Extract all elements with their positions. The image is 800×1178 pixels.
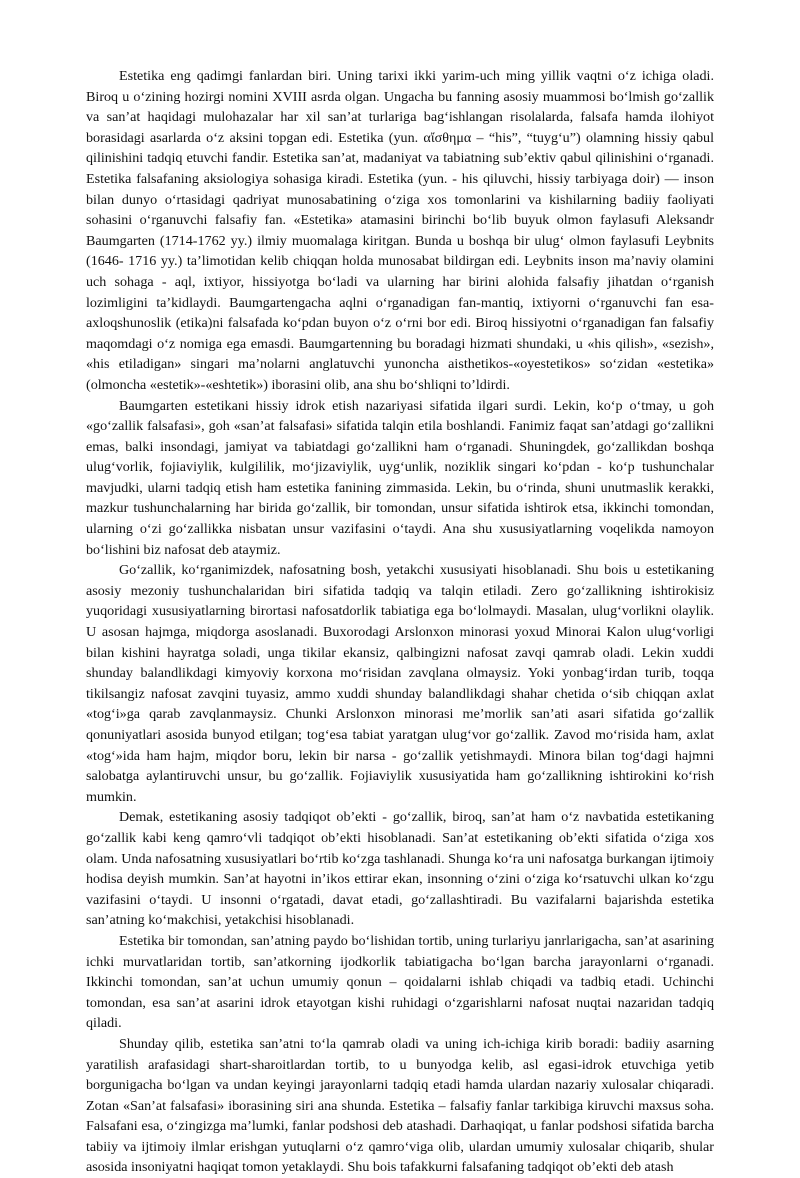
- paragraph-estetika-tasks: Estetika bir tomondan, san’atning paydo bo‘lishidan tortib, uning turlariyu janrlarigacha, san’at asarining ichki murvatlaridan tortib, san’atkorning ijodkorlik tabiatigacha bo‘lgan barcha jarayonlarni o‘rganadi. Ikkinchi tomondan, san’at uchun umumiy qonun – qoidalarni ishlab chiqadi va tadbiq etadi. Uchinchi tomondan, esa san’at asarini idrok etayotgan kishi ruhidagi o‘zgarishlarni nafosat nuqtai nazaridan tadqiq qiladi.: [86, 932, 714, 1032]
- paragraph-estetika-origins: Estetika eng qadimgi fanlardan biri. Uning tarixi ikki yarim-uch ming yillik vaqtni o‘z ichiga oladi. Biroq u o‘zining hozirgi nomini XVIII asrda olgan. Ungacha bu fanning asosiy muammosi bo‘lmish go‘zallik va san’at haqidagi mulohazalar har xil san’at turlariga bag‘ishlangan risolalarda, falsafa hamda ilohiyot borasidagi asarlarda o‘z aksini topgan edi. Estetika (yun. αἴσθημα – “his”, “tuyg‘u”) olamning hissiy qabul qilinishini tadqiq etuvchi fandir. Estetika san’at, madaniyat va tabiatning sub’ektiv qabul qilinishini o‘rganadi. Estetika falsafaning aksiologiya sohasiga kiradi. Estetika (yun. - his qiluvchi, hissiy tarbiyaga doir) — inson bilan dunyo o‘rtasidagi qadriyat munosabatining o‘ziga xos tomonlarini va kishilarning badiiy faoliyati sohasini o‘rganuvchi falsafiy fan. «Estetika» atamasini birinchi bo‘lib buyuk olmon faylasufi Aleksandr Baumgarten (1714-1762 yy.) ilmiy muomalaga kiritgan. Bunda u boshqa bir ulug‘ olmon faylasufi Leybnits (1646- 1716 yy.) ta’limotidan kelib chiqqan holda munosabat bildirgan edi. Leybnits inson ma’naviy olamini uch sohaga - aql, ixtiyor, hissiyotga bo‘ladi va ularning har birini alohida falsafiy jihatdan o‘rganish lozimligini ta’kidlaydi. Baumgartengacha aqlni o‘rganadigan fan-mantiq, ixtiyorni o‘rganuvchi fan esa-axloqshunoslik (etika)ni falsafada ko‘pdan buyon o‘z o‘rni bor edi. Biroq hissiyotni o‘rganadigan fan falsafiy maqomdagi o‘z nomiga ega emasdi. Baumgartenning bu boradagi hizmati shundaki, u «his qilish», «sezish», «his etiladigan» singari ma’nolarni anglatuvchi yunoncha aisthetikos-«oyestetikos» so‘zidan «estetika» (olmoncha «estetik»-«eshtetik») iborasini olib, ana shu bo‘shliqni to’ldirdi.: [86, 68, 714, 393]
- paragraph-philosophy-of-art: Shunday qilib, estetika san’atni to‘la qamrab oladi va uning ich-ichiga kirib boradi: badiiy asarning yaratilish arafasidagi shart-sharoitlardan tortib, to u bunyodga kelib, asl egasi-idrok etuvchiga yetib borgunigacha bo‘lgan va undan keyingi jarayonlarni tadqiq etadi hamda ulardan nazariy xulosalar chiqaradi. Zotan «San’at falsafasi» iborasining siri ana shunda. Estetika – falsafiy fanlar tarkibiga kiruvchi maxsus soha. Falsafani esa, o‘zingizga ma’lumki, fanlar podshosi deb atashadi. Darhaqiqat, u fanlar podshosi sifatida barcha tabiiy va ijtimoiy ilmlar erishgan yutuqlarni o‘z qamro‘viga olib, ulardan umumiy xulosalar chiqarib, shular asosida insoniyatni haqiqat tomon yetaklaydi. Shu bois tafakkurni falsafaning tadqiqot ob’ekti deb atash: [86, 1035, 714, 1176]
- paragraph-art-object: Demak, estetikaning asosiy tadqiqot ob’ekti - go‘zallik, biroq, san’at ham o‘z navbatida estetikaning go‘zallik kabi keng qamro‘vli tadqiqot ob’ekti hisoblanadi. San’at estetikaning ob’ekti sifatida o‘ziga xos olam. Unda nafosatning xususiyatlari bo‘rtib ko‘zga tashlanadi. Shunga ko‘ra uni nafosatga burkangan ijtimoiy hodisa deyish mumkin. San’at hayotni in’ikos ettirar ekan, insonning o‘zini o‘ziga ko‘rsatuvchi ulkan ko‘zgu vazifasini o‘taydi. U insonni o‘rgatadi, davat etadi, go‘zallashtiradi. Bu vazifalarni bajarishda estetika san’atning ko‘makchisi, yetakchisi hisoblanadi.: [86, 809, 714, 929]
- document-page: [86, 66, 714, 1178]
- paragraph-baumgarten-theory: Baumgarten estetikani hissiy idrok etish nazariyasi sifatida ilgari surdi. Lekin, ko‘p o‘tmay, u goh «go‘zallik falsafasi», goh «san’at falsafasi» sifatida talqin etila boshlandi. Fanimiz faqat san’atdagi go‘zallikni emas, balki insondagi, jamiyat va tabiatdagi go‘zallikni ham o‘rganadi. Shuningdek, go‘zallikdan boshqa ulug‘vorlik, fojiaviylik, kulgililik, mo‘jizaviylik, uyg‘unlik, noziklik singari ko‘pdan - ko‘p tushunchalar mavjudki, ularni tadqiq etish ham estetika fanining zimmasida. Lekin, bu o‘rinda, shuni unutmaslik kerakki, mazkur tushunchalarning har birida go‘zallik, bir tomondan, unsur sifatida ishtirok etsa, ikkinchi tomondan, ularning o‘zi go‘zallikka nisbatan unsur vazifasini o‘taydi. Ana shu xususiyatlarning voqelikda namoyon bo‘lishini biz nafosat deb ataymiz.: [86, 397, 714, 558]
- paragraph-beauty: Go‘zallik, ko‘rganimizdek, nafosatning bosh, yetakchi xususiyati hisoblanadi. Shu bois u estetikaning asosiy mezoniy tushunchalaridan biri sifatida tadqiq va talqin etiladi. Zero go‘zallikning ishtirokisiz yuqoridagi xususiyatlarning birortasi nafosatdorlik tabiatiga ega bo‘lolmaydi. Masalan, ulug‘vorlikni olaylik. U asosan hajmga, miqdorga asoslanadi. Buxorodagi Arslonxon minorasi yoxud Minorai Kalon ulug‘vorligi bilan kishini hayratga soladi, unga tikilar ekansiz, qalbingizni nafosat zavqi qamrab oladi. Lekin xuddi shunday balandlikdagi kimyoviy korxona mo‘risidan zavqlana olmaysiz. Yoki yonbag‘irdan turib, toqqa tikilsangiz nafosat zavqini tuyasiz, ammo xuddi shunday balandlikdagi shahar chetida o‘sib chiqqan axlat «tog‘i»ga qarab zavqlanmaysiz. Chunki Arslonxon minorasi me’morlik san’ati asari sifatida go‘zallik qonuniyatlari asosida bunyod etilgan; tog‘esa tabiat yaratgan ulug‘vor go‘zallik. Zavod mo‘risida ham, axlat «tog‘»ida ham hajm, miqdor boru, lekin bir narsa - go‘zallik yetishmaydi. Minora bilan tog‘dagi hajmni salobatga aylantiruvchi unsur, bu go‘zallik. Fojiaviylik xususiyatida ham go‘zallikning ishtirokini ko‘rish mumkin.: [86, 562, 714, 805]
